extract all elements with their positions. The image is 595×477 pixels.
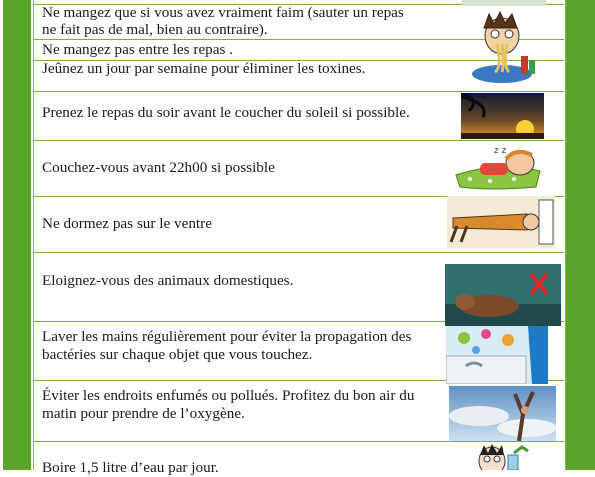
- sunset-icon: [461, 93, 544, 139]
- right-border-bar: [565, 0, 595, 470]
- advice-line: ne fait pas de mal, bien au contraire).: [42, 21, 268, 38]
- advice-line: Couchez-vous avant 22h00 si possible: [42, 159, 275, 176]
- row-divider: [33, 91, 564, 92]
- row-divider: [33, 441, 564, 442]
- eating-noodles-icon: [467, 8, 537, 84]
- top-cut-image: [462, 0, 546, 6]
- advice-line: Eloignez-vous des animaux domestiques.: [42, 272, 294, 289]
- advice-line: Prenez le repas du soir avant le coucher du soleil si possible.: [42, 104, 410, 121]
- advice-line: Ne dormez pas sur le ventre: [42, 215, 212, 232]
- man-sleeping-on-stomach-icon: [447, 196, 555, 248]
- advice-line: bactéries sur chaque objet que vous touchez.: [42, 346, 313, 363]
- no-pets-icon: [445, 264, 561, 326]
- advice-line: Laver les mains régulièrement pour éviter la propagation des: [42, 328, 412, 345]
- sleeping-child-icon: [450, 141, 546, 191]
- advice-line: Ne mangez que si vous avez vraiment faim (sauter un repas: [42, 4, 404, 21]
- germs-on-sink-icon: [446, 326, 548, 384]
- fresh-air-icon: [449, 386, 556, 441]
- left-border-bar: [3, 0, 31, 470]
- advice-line: Ne mangez pas entre les repas .: [42, 41, 234, 58]
- advice-line: matin pour prendre de l’oxygène.: [42, 405, 245, 422]
- advice-line: Boire 1,5 litre d’eau par jour.: [42, 459, 219, 476]
- drinking-water-icon: [470, 443, 532, 470]
- svg-text:z z: z z: [494, 146, 507, 156]
- advice-line: Éviter les endroits enfumés ou pollués. Profitez du bon air du: [42, 387, 415, 404]
- row-divider: [33, 252, 564, 253]
- advice-line: Jeûnez un jour par semaine pour éliminer les toxines.: [42, 60, 366, 77]
